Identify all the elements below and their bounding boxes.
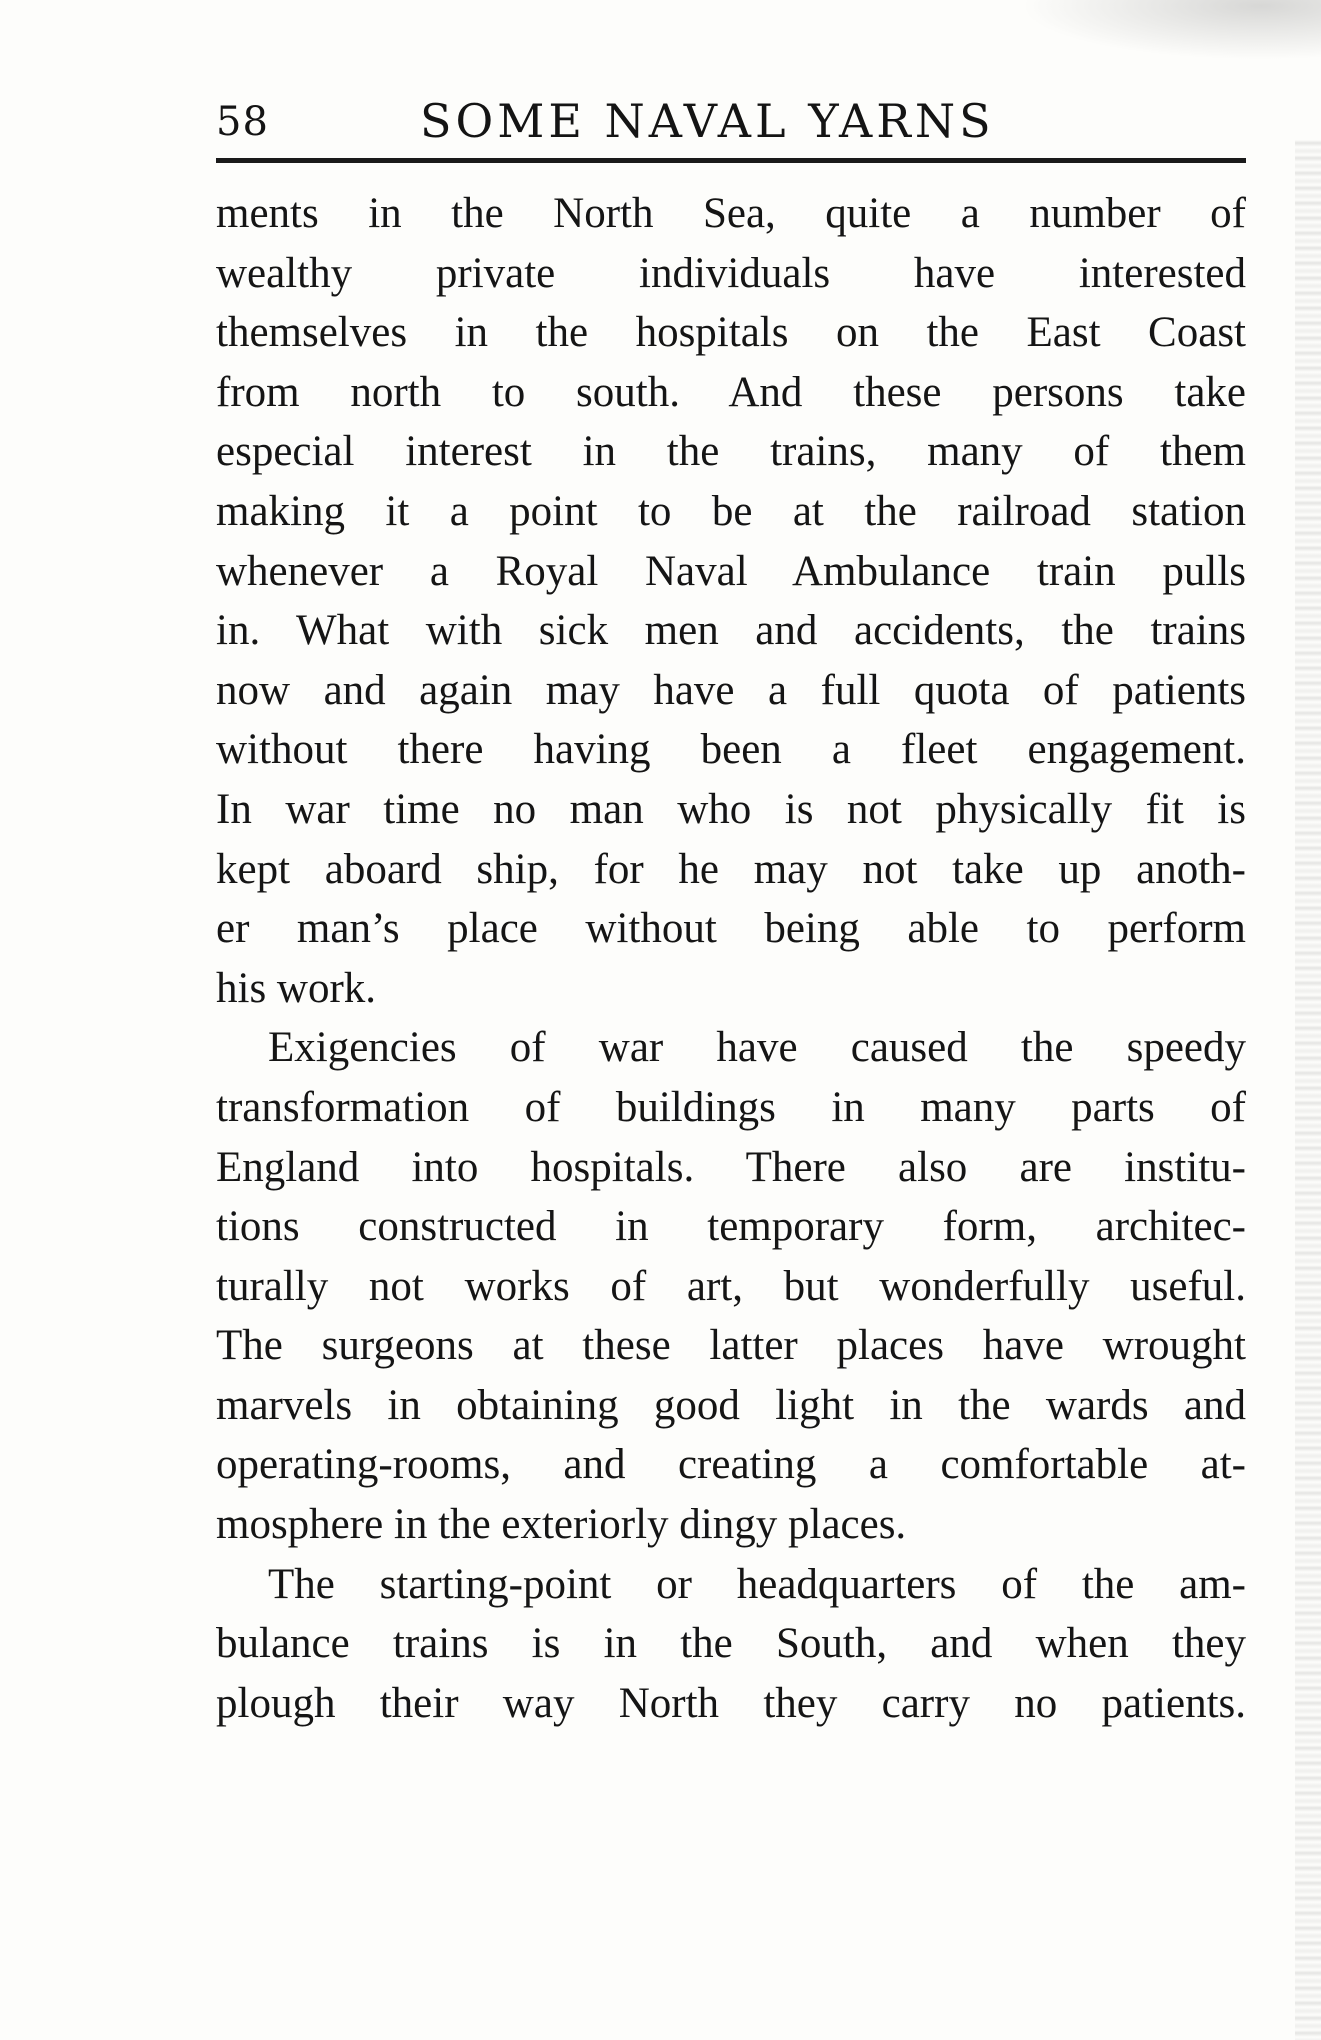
text-line: plough their way North they carry no patients. (216, 1679, 1246, 1727)
text-line: In war time no man who is not physically fit is (216, 785, 1246, 833)
text-line: tions constructed in temporary form, architec- (216, 1203, 1246, 1251)
text-line: marvels in obtaining good light in the wards and (216, 1381, 1246, 1429)
text-line: now and again may have a full quota of patients (216, 666, 1246, 714)
text-line: turally not works of art, but wonderfully useful. (216, 1262, 1246, 1310)
header-rule (216, 158, 1246, 163)
running-title: SOME NAVAL YARNS (420, 94, 995, 148)
page-number: 58 (216, 99, 269, 145)
text-line: from north to south. And these persons take (216, 368, 1246, 416)
text-line: in. What with sick men and accidents, the trains (216, 607, 1246, 655)
text-line: operating-rooms, and creating a comfortable at- (216, 1441, 1246, 1489)
text-line: The surgeons at these latter places have wrought (216, 1322, 1246, 1370)
text-line: mosphere in the exteriorly dingy places. (216, 1501, 907, 1549)
text-line: The starting-point or headquarters of the am- (268, 1560, 1246, 1608)
page-header (216, 92, 1246, 152)
text-line: whenever a Royal Naval Ambulance train pulls (216, 547, 1246, 595)
text-line: Exigencies of war have caused the speedy (268, 1024, 1246, 1072)
text-line: kept aboard ship, for he may not take up anoth- (216, 845, 1246, 893)
text-line: transformation of buildings in many parts of (216, 1083, 1246, 1131)
text-line: themselves in the hospitals on the East Coast (216, 309, 1246, 357)
text-line: bulance trains is in the South, and when they (216, 1620, 1246, 1668)
text-line: without there having been a fleet engagement. (216, 726, 1246, 774)
text-line: ments in the North Sea, quite a number of (216, 190, 1246, 237)
body-text (216, 184, 1246, 1733)
text-line: his work. (216, 964, 377, 1012)
text-line: England into hospitals. There also are institu- (216, 1143, 1246, 1191)
text-line: especial interest in the trains, many of them (216, 428, 1246, 476)
scan-artifact (1021, 0, 1321, 60)
scan-edge (1295, 140, 1321, 2040)
text-line: er man’s place without being able to perform (216, 905, 1246, 953)
text-line: wealthy private individuals have interested (216, 249, 1246, 297)
text-line: making it a point to be at the railroad station (216, 487, 1246, 535)
